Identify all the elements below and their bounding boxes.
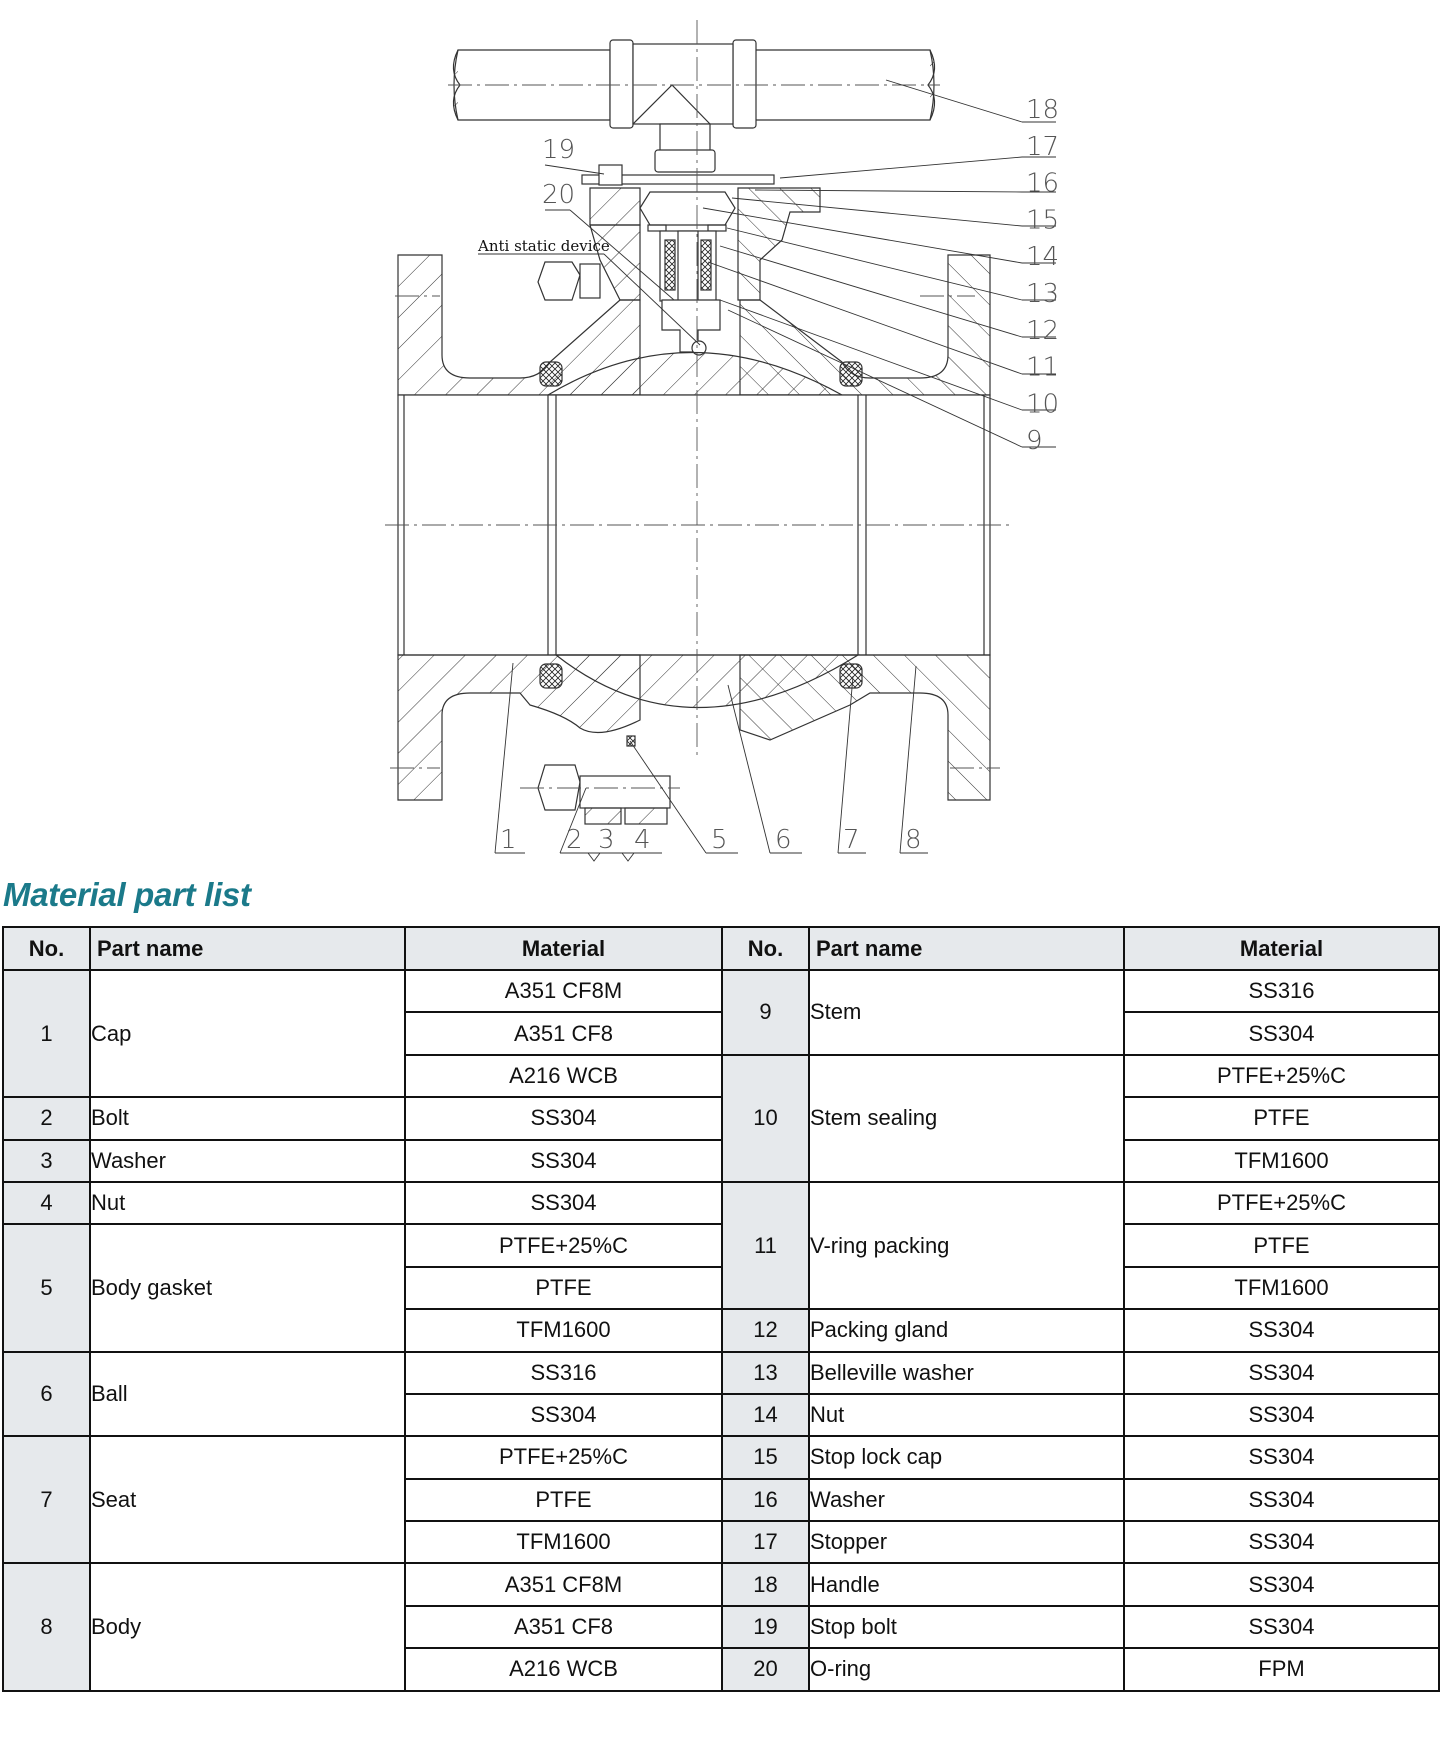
part-name: Belleville washer bbox=[809, 1352, 1124, 1394]
callout-11: 11 bbox=[1026, 352, 1060, 383]
part-name: Stop bolt bbox=[809, 1606, 1124, 1648]
callout-19: 19 bbox=[542, 135, 576, 165]
part-material: PTFE+25%C bbox=[405, 1224, 722, 1266]
part-name: Body bbox=[90, 1563, 405, 1690]
part-name: Body gasket bbox=[90, 1224, 405, 1351]
part-material: PTFE bbox=[405, 1479, 722, 1521]
callout-13: 13 bbox=[1026, 279, 1060, 309]
table-row bbox=[3, 1140, 1439, 1182]
part-material: TFM1600 bbox=[405, 1521, 722, 1563]
callout-3: 3 bbox=[598, 825, 615, 855]
header-no: No. bbox=[3, 927, 90, 970]
part-material: SS304 bbox=[1124, 1606, 1439, 1648]
part-material: PTFE bbox=[405, 1267, 722, 1309]
part-material: SS304 bbox=[1124, 1394, 1439, 1436]
callout-4: 4 bbox=[634, 825, 651, 855]
table-header-row bbox=[3, 927, 1439, 970]
part-material: SS304 bbox=[405, 1394, 722, 1436]
header-no: No. bbox=[722, 927, 809, 970]
part-name: Seat bbox=[90, 1436, 405, 1563]
callout-12: 12 bbox=[1026, 315, 1060, 346]
part-material: SS304 bbox=[1124, 1521, 1439, 1563]
part-material: PTFE+25%C bbox=[1124, 1182, 1439, 1224]
part-number: 1 bbox=[3, 970, 90, 1097]
callout-2: 2 bbox=[566, 825, 583, 855]
part-name: Stopper bbox=[809, 1521, 1124, 1563]
part-name: Bolt bbox=[90, 1097, 405, 1139]
part-number: 11 bbox=[722, 1182, 809, 1309]
part-material: PTFE bbox=[1124, 1097, 1439, 1139]
part-number: 15 bbox=[722, 1436, 809, 1478]
part-material: SS304 bbox=[1124, 1479, 1439, 1521]
part-material: A216 WCB bbox=[405, 1055, 722, 1097]
callout-9: 9 bbox=[1026, 426, 1043, 457]
part-number: 2 bbox=[3, 1097, 90, 1139]
table-row bbox=[3, 1352, 1439, 1394]
header-part-name: Part name bbox=[809, 927, 1124, 970]
part-number: 5 bbox=[3, 1224, 90, 1351]
handle bbox=[453, 40, 934, 172]
callout-16: 16 bbox=[1026, 168, 1060, 199]
callout-7: 7 bbox=[843, 825, 860, 855]
part-name: Handle bbox=[809, 1563, 1124, 1605]
part-number: 7 bbox=[3, 1436, 90, 1563]
callout-17: 17 bbox=[1026, 131, 1060, 162]
part-number: 12 bbox=[722, 1309, 809, 1351]
part-material: PTFE+25%C bbox=[405, 1436, 722, 1478]
part-material: TFM1600 bbox=[405, 1309, 722, 1351]
part-material: PTFE+25%C bbox=[1124, 1055, 1439, 1097]
part-number: 14 bbox=[722, 1394, 809, 1436]
part-number: 8 bbox=[3, 1563, 90, 1690]
part-material: TFM1600 bbox=[1124, 1140, 1439, 1182]
part-material: SS304 bbox=[405, 1140, 722, 1182]
callout-1: 1 bbox=[500, 825, 517, 855]
callout-10: 10 bbox=[1026, 389, 1060, 420]
callout-8: 8 bbox=[905, 825, 922, 855]
table-row bbox=[3, 1563, 1439, 1605]
callout-5: 5 bbox=[711, 825, 728, 855]
part-name: Packing gland bbox=[809, 1309, 1124, 1351]
part-material: SS304 bbox=[1124, 1436, 1439, 1478]
part-number: 13 bbox=[722, 1352, 809, 1394]
part-material: A351 CF8M bbox=[405, 970, 722, 1012]
part-material: SS316 bbox=[405, 1352, 722, 1394]
callout-20: 20 bbox=[542, 180, 576, 210]
part-material: PTFE bbox=[1124, 1224, 1439, 1266]
part-number: 18 bbox=[722, 1563, 809, 1605]
part-material: A351 CF8 bbox=[405, 1606, 722, 1648]
header-material: Material bbox=[405, 927, 722, 970]
callout-15: 15 bbox=[1026, 205, 1060, 236]
table-row bbox=[3, 1224, 1439, 1266]
part-name: Stop lock cap bbox=[809, 1436, 1124, 1478]
table-row bbox=[3, 970, 1439, 1012]
part-name: O-ring bbox=[809, 1648, 1124, 1690]
table-row bbox=[3, 1436, 1439, 1478]
part-material: SS304 bbox=[405, 1182, 722, 1224]
part-material: SS304 bbox=[405, 1097, 722, 1139]
anti-static-device-label: Anti static device bbox=[478, 237, 610, 255]
part-number: 9 bbox=[722, 970, 809, 1055]
part-material: SS304 bbox=[1124, 1352, 1439, 1394]
part-name: Stem bbox=[809, 970, 1124, 1055]
stop-bolt bbox=[599, 165, 622, 185]
header-material: Material bbox=[1124, 927, 1439, 970]
part-name: Cap bbox=[90, 970, 405, 1097]
part-material: SS304 bbox=[1124, 1309, 1439, 1351]
part-material: A351 CF8 bbox=[405, 1012, 722, 1054]
part-number: 17 bbox=[722, 1521, 809, 1563]
table-row bbox=[3, 1182, 1439, 1224]
part-number: 20 bbox=[722, 1648, 809, 1690]
part-material: SS304 bbox=[1124, 1012, 1439, 1054]
header-part-name: Part name bbox=[90, 927, 405, 970]
part-material: SS316 bbox=[1124, 970, 1439, 1012]
callout-6: 6 bbox=[775, 825, 792, 855]
part-name: Nut bbox=[90, 1182, 405, 1224]
part-material: TFM1600 bbox=[1124, 1267, 1439, 1309]
part-number: 16 bbox=[722, 1479, 809, 1521]
part-number: 10 bbox=[722, 1055, 809, 1182]
section-title: Material part list bbox=[3, 876, 251, 913]
part-material: A351 CF8M bbox=[405, 1563, 722, 1605]
part-name: Stem sealing bbox=[809, 1055, 1124, 1182]
part-material: FPM bbox=[1124, 1648, 1439, 1690]
part-material: SS304 bbox=[1124, 1563, 1439, 1605]
part-material: A216 WCB bbox=[405, 1648, 722, 1690]
part-number: 4 bbox=[3, 1182, 90, 1224]
part-number: 19 bbox=[722, 1606, 809, 1648]
valve-cross-section-drawing bbox=[0, 0, 1440, 870]
callout-18: 18 bbox=[1026, 95, 1060, 125]
part-name: Washer bbox=[90, 1140, 405, 1182]
part-name: Washer bbox=[809, 1479, 1124, 1521]
material-part-list-table bbox=[2, 926, 1440, 1692]
callout-14: 14 bbox=[1026, 242, 1060, 273]
part-name: V-ring packing bbox=[809, 1182, 1124, 1309]
part-name: Nut bbox=[809, 1394, 1124, 1436]
table-row bbox=[3, 1097, 1439, 1139]
part-number: 3 bbox=[3, 1140, 90, 1182]
part-name: Ball bbox=[90, 1352, 405, 1437]
part-number: 6 bbox=[3, 1352, 90, 1437]
